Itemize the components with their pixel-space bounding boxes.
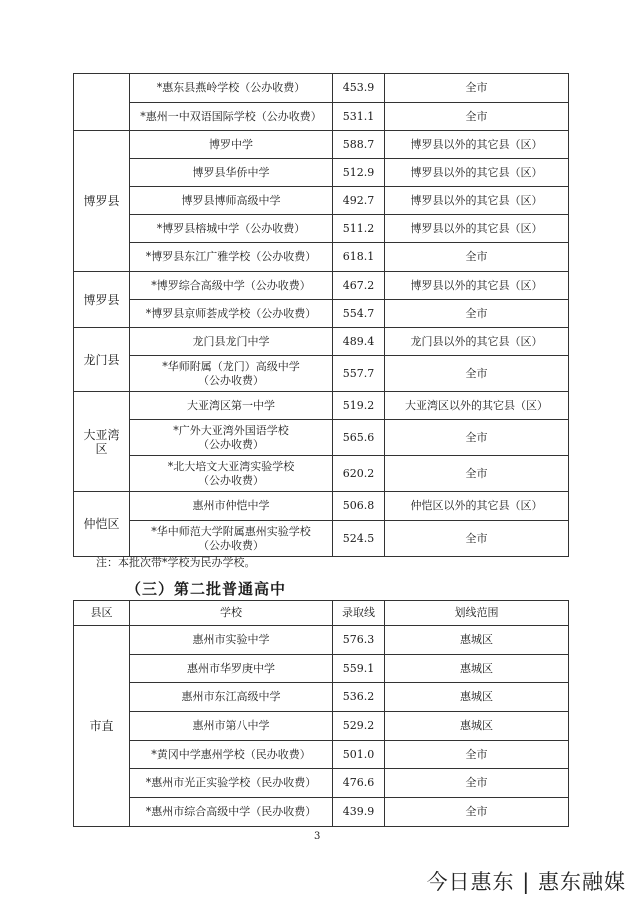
admission-score: 531.1 <box>333 103 385 131</box>
admission-scope: 全市 <box>385 769 569 798</box>
table-row <box>74 187 569 215</box>
admission-table-second-batch <box>73 600 569 827</box>
table-row <box>74 159 569 187</box>
school-name: 惠州市仲恺中学 <box>130 492 333 521</box>
school-name: *北大培文大亚湾实验学校 （公办收费） <box>130 456 333 492</box>
admission-score: 576.3 <box>333 626 385 655</box>
admission-score: 536.2 <box>333 683 385 712</box>
admission-scope: 全市 <box>385 740 569 769</box>
school-name: *华师附属（龙门）高级中学 （公办收费） <box>130 356 333 392</box>
admission-scope: 全市 <box>385 420 569 456</box>
county-cell: 龙门县 <box>74 328 130 392</box>
table-row <box>74 769 569 798</box>
table-row <box>74 798 569 827</box>
admission-scope: 大亚湾区以外的其它县（区） <box>385 392 569 420</box>
admission-score: 439.9 <box>333 798 385 827</box>
header-scope: 划线范围 <box>385 601 569 626</box>
table-row <box>74 328 569 356</box>
school-name: 龙门县龙门中学 <box>130 328 333 356</box>
admission-score: 506.8 <box>333 492 385 521</box>
admission-score: 588.7 <box>333 131 385 159</box>
admission-scope: 博罗县以外的其它县（区） <box>385 187 569 215</box>
school-name: 博罗中学 <box>130 131 333 159</box>
table-row <box>74 456 569 492</box>
table-row <box>74 521 569 557</box>
admission-scope: 博罗县以外的其它县（区） <box>385 272 569 300</box>
table-row <box>74 356 569 392</box>
table-row <box>74 392 569 420</box>
school-name: *博罗综合高级中学（公办收费） <box>130 272 333 300</box>
school-name: *博罗县东江广雅学校（公办收费） <box>130 243 333 272</box>
admission-scope: 惠城区 <box>385 626 569 655</box>
admission-score: 559.1 <box>333 654 385 683</box>
table-row <box>74 740 569 769</box>
county-cell <box>74 74 130 131</box>
school-name: 博罗县华侨中学 <box>130 159 333 187</box>
admission-score: 620.2 <box>333 456 385 492</box>
school-name: *惠州市光正实验学校（民办收费） <box>130 769 333 798</box>
table-row <box>74 272 569 300</box>
admission-score: 557.7 <box>333 356 385 392</box>
admission-score: 512.9 <box>333 159 385 187</box>
school-name: 博罗县博师高级中学 <box>130 187 333 215</box>
table-header-row <box>74 601 569 626</box>
admission-score: 489.4 <box>333 328 385 356</box>
header-school: 学校 <box>130 601 333 626</box>
admission-score: 618.1 <box>333 243 385 272</box>
school-name: *华中师范大学附属惠州实验学校 （公办收费） <box>130 521 333 557</box>
table-row <box>74 131 569 159</box>
table-row <box>74 420 569 456</box>
table-row <box>74 243 569 272</box>
admission-score: 519.2 <box>333 392 385 420</box>
school-name: *黄冈中学惠州学校（民办收费） <box>130 740 333 769</box>
school-name: *博罗县榕城中学（公办收费） <box>130 215 333 243</box>
admission-scope: 博罗县以外的其它县（区） <box>385 159 569 187</box>
school-name: 惠州市实验中学 <box>130 626 333 655</box>
table-row <box>74 712 569 741</box>
school-name: *惠东县燕岭学校（公办收费） <box>130 74 333 103</box>
admission-scope: 全市 <box>385 74 569 103</box>
school-name: 惠州市华罗庚中学 <box>130 654 333 683</box>
table-row <box>74 683 569 712</box>
school-name: *广外大亚湾外国语学校 （公办收费） <box>130 420 333 456</box>
county-cell: 博罗县 <box>74 131 130 272</box>
admission-scope: 全市 <box>385 456 569 492</box>
admission-scope: 惠城区 <box>385 683 569 712</box>
school-name: 惠州市第八中学 <box>130 712 333 741</box>
admission-score: 529.2 <box>333 712 385 741</box>
table-row <box>74 74 569 103</box>
school-name: *博罗县京师荟成学校（公办收费） <box>130 300 333 328</box>
admission-score: 565.6 <box>333 420 385 456</box>
table-row <box>74 626 569 655</box>
admission-scope: 惠城区 <box>385 712 569 741</box>
admission-scope: 惠城区 <box>385 654 569 683</box>
table-row <box>74 654 569 683</box>
admission-score: 467.2 <box>333 272 385 300</box>
admission-table-first-batch <box>73 73 569 557</box>
table-row <box>74 300 569 328</box>
school-name: 惠州市东江高级中学 <box>130 683 333 712</box>
admission-score: 476.6 <box>333 769 385 798</box>
table-row <box>74 492 569 521</box>
admission-score: 453.9 <box>333 74 385 103</box>
county-cell: 博罗县 <box>74 272 130 328</box>
admission-scope: 全市 <box>385 300 569 328</box>
admission-score: 524.5 <box>333 521 385 557</box>
admission-scope: 全市 <box>385 798 569 827</box>
school-name: 大亚湾区第一中学 <box>130 392 333 420</box>
watermark: 今日惠东 | 惠东融媒 <box>426 870 626 894</box>
header-county: 县区 <box>74 601 130 626</box>
county-cell: 市直 <box>74 626 130 827</box>
section-heading: （三）第二批普通高中 <box>126 580 287 598</box>
page-number: 3 <box>314 831 321 842</box>
admission-score: 554.7 <box>333 300 385 328</box>
admission-scope: 全市 <box>385 356 569 392</box>
school-name: *惠州市综合高级中学（民办收费） <box>130 798 333 827</box>
admission-scope: 全市 <box>385 103 569 131</box>
admission-scope: 龙门县以外的其它县（区） <box>385 328 569 356</box>
admission-score: 511.2 <box>333 215 385 243</box>
county-cell: 大亚湾 区 <box>74 392 130 492</box>
header-score: 录取线 <box>333 601 385 626</box>
admission-score: 492.7 <box>333 187 385 215</box>
school-name: *惠州一中双语国际学校（公办收费） <box>130 103 333 131</box>
county-cell: 仲恺区 <box>74 492 130 557</box>
table-row <box>74 103 569 131</box>
admission-scope: 博罗县以外的其它县（区） <box>385 215 569 243</box>
admission-score: 501.0 <box>333 740 385 769</box>
admission-scope: 全市 <box>385 243 569 272</box>
footnote: 注：本批次带*学校为民办学校。 <box>96 556 256 569</box>
table-row <box>74 215 569 243</box>
admission-scope: 仲恺区以外的其它县（区） <box>385 492 569 521</box>
admission-scope: 全市 <box>385 521 569 557</box>
admission-scope: 博罗县以外的其它县（区） <box>385 131 569 159</box>
